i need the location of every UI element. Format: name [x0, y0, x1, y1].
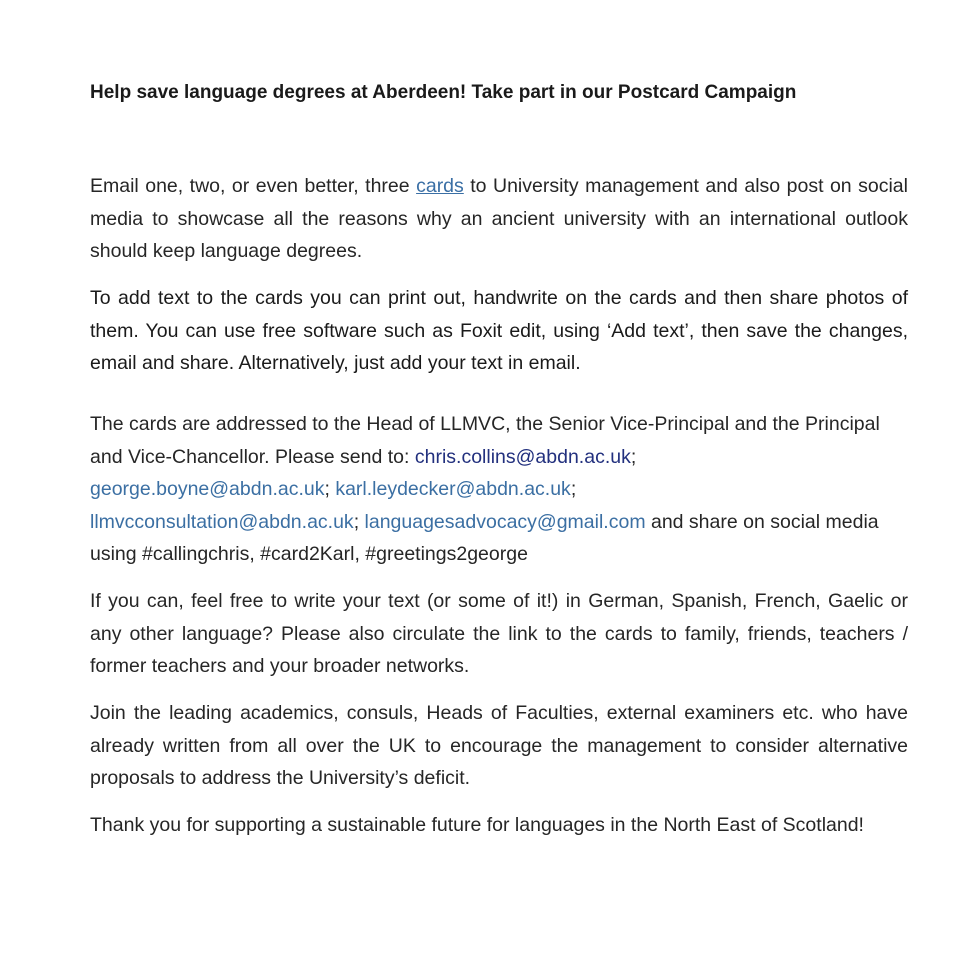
email-separator: ;	[630, 445, 637, 468]
cards-link[interactable]: cards	[416, 175, 464, 197]
paragraph-addresses	[90, 408, 908, 571]
email-link-george-boyne[interactable]: george.boyne@abdn.ac.uk	[90, 478, 325, 500]
email-link-chris-collins[interactable]: chris.collins@abdn.ac.uk	[414, 445, 631, 468]
intro-text-before-link: Email one, two, or even better, three	[90, 175, 417, 197]
paragraph-intro	[90, 170, 908, 268]
email-link-llmvc-consultation[interactable]: llmvcconsultation@abdn.ac.uk	[90, 510, 354, 533]
email-link-languages-advocacy[interactable]: languagesadvocacy@gmail.com	[364, 510, 646, 533]
email-separator: ;	[324, 478, 336, 500]
intro-text-after-link: to University management and also post on social media to showcase all the reasons why an ancient university with an international outlook should keep language degrees.	[90, 175, 908, 262]
email-separator: ;	[353, 510, 365, 533]
addresses-intro-text: The cards are addressed to the Head of LLMVC, the Senior Vice-Principal and the Principal and Vice-Chancellor. Please send to:	[90, 413, 880, 468]
paragraph-instructions: To add text to the cards you can print out, handwrite on the cards and then share photos of them. You can use free software such as Foxit edit, using ‘Add text’, then save the changes, email and share. Alternatively, just add your text in email.	[90, 287, 908, 374]
page-title: Help save language degrees at Aberdeen! Take part in our Postcard Campaign	[90, 82, 797, 103]
email-separator: ;	[570, 478, 577, 500]
addresses-outro-text: and share on social media using #callingchris, #card2Karl, #greetings2george	[90, 510, 879, 565]
paragraph-languages: If you can, feel free to write your text (or some of it!) in German, Spanish, French, Gaelic or any other language? Please also circulate the link to the cards to family, friends, teachers / former teachers and your broader networks.	[90, 590, 908, 677]
paragraph-supporters: Join the leading academics, consuls, Heads of Faculties, external examiners etc. who have already written from all over the UK to encourage the management to consider alternative proposals to address the University’s deficit.	[90, 702, 908, 789]
email-link-karl-leydecker[interactable]: karl.leydecker@abdn.ac.uk	[335, 478, 571, 500]
paragraph-thanks: Thank you for supporting a sustainable future for languages in the North East of Scotland!	[90, 814, 864, 836]
